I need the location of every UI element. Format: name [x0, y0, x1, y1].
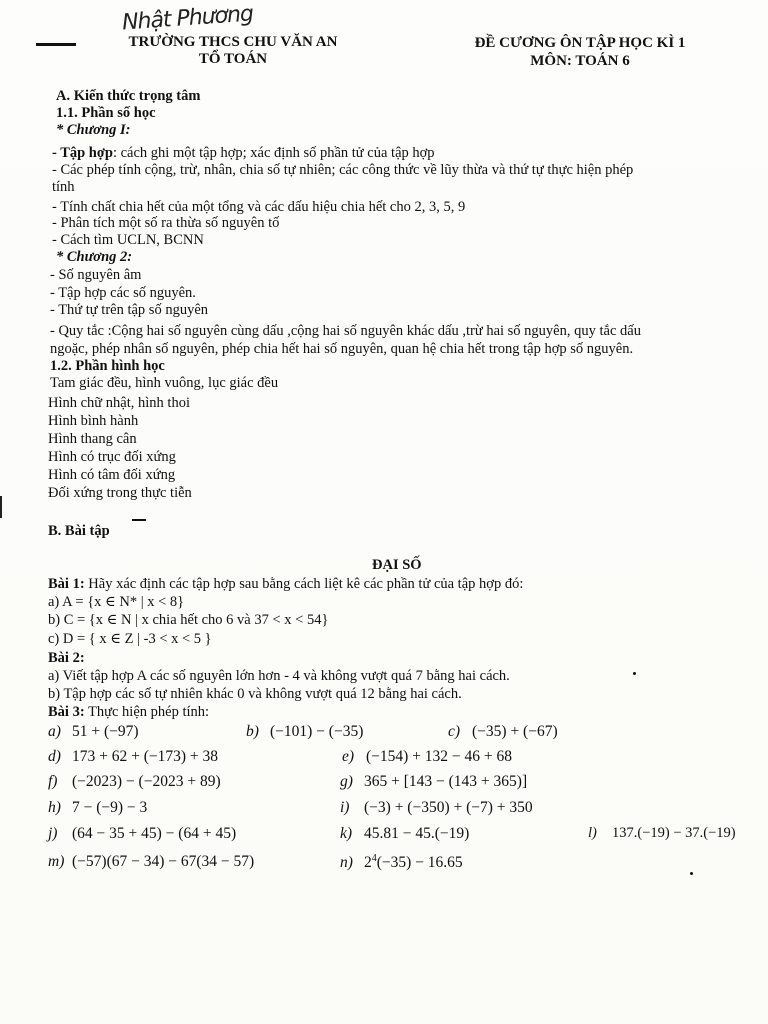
chapter1-item: - Phân tích một số ra thừa số nguyên tố — [52, 215, 280, 231]
geometry-item: Hình có tâm đối xứng — [48, 467, 176, 483]
chapter-1-heading: * Chương I: — [56, 122, 131, 138]
exercise-2-label: Bài 2: — [48, 650, 85, 666]
geometry-item: Hình thang cân — [48, 431, 137, 447]
exercise-1-item: b) C = {x ∈ N | x chia hết cho 6 và 37 < x < 54} — [48, 612, 329, 628]
subsection-geometry: 1.2. Phần hình học — [50, 358, 165, 374]
geometry-item: Hình chữ nhật, hình thoi — [48, 395, 190, 411]
calc-item-l: l) 137.(−19) − 37.(−19) — [588, 825, 736, 841]
chapter2-item: - Số nguyên âm — [50, 267, 142, 283]
calc-item-f: f) (−2023) − (−2023 + 89) — [48, 773, 221, 790]
calc-item-n: n) $2^4(-35) - 16.65$ — [340, 853, 463, 872]
calc-item-g: g) 365 + [143 − (143 + 365)] — [340, 773, 528, 790]
department-name: TỔ TOÁN — [198, 51, 268, 67]
calc-item-i: i) (−3) + (−350) + (−7) + 350 — [340, 799, 533, 816]
calc-item-d: d) 173 + 62 + (−173) + 38 — [48, 748, 219, 765]
geometry-item: Hình có trục đối xứng — [48, 449, 176, 465]
calc-item-e: e) (−154) + 132 − 46 + 68 — [342, 748, 513, 765]
page-edge-mark — [0, 496, 2, 518]
chapter2-item: - Tập hợp các số nguyên. — [50, 285, 196, 301]
subsection-arithmetic: 1.1. Phần số học — [56, 105, 156, 121]
exercise-3-prompt: Bài 3: Thực hiện phép tính: — [48, 704, 210, 720]
handwritten-signature: Nhật Phương — [121, 1, 254, 36]
exercise-1-prompt: Bài 1: Hãy xác định các tập hợp sau bằng cách liệt kê các phần tử của tập hợp đó: — [48, 576, 524, 592]
geometry-item: Đối xứng trong thực tiễn — [48, 485, 192, 501]
document-title: ĐỀ CƯƠNG ÔN TẬP HỌC KÌ 1 — [474, 35, 686, 51]
subject-title: MÔN: TOÁN 6 — [530, 53, 630, 69]
exercise-1-item: c) D = { x ∈ Z | -3 < x < 5 } — [48, 631, 212, 647]
school-name: TRƯỜNG THCS CHU VĂN AN — [128, 34, 338, 50]
calc-item-h: h) 7 − (−9) − 3 — [48, 799, 148, 816]
section-a-heading: A. Kiến thức trọng tâm — [56, 88, 201, 104]
chapter1-item: tính — [52, 179, 75, 195]
chapter1-item: - Các phép tính cộng, trừ, nhân, chia số tự nhiên; các công thức về lũy thừa và thứ tự thực hiện phép — [52, 162, 634, 178]
pen-mark — [132, 519, 146, 521]
algebra-heading: ĐẠI SỐ — [372, 557, 422, 573]
calc-item-a: a) 51 + (−97) — [48, 723, 139, 740]
chapter2-item: - Quy tắc :Cộng hai số nguyên cùng dấu ,cộng hai số nguyên khác dấu ,trừ hai số nguyên, quy tắc dấu — [50, 323, 641, 339]
exercise-1-item: a) A = {x ∈ N* | x < 8} — [48, 594, 185, 610]
calc-item-c: c) (−35) + (−67) — [448, 723, 558, 740]
ink-dot — [633, 672, 636, 675]
chapter1-item: - Tính chất chia hết của một tổng và các dấu hiệu chia hết cho 2, 3, 5, 9 — [52, 199, 466, 215]
exercise-2-item: a) Viết tập hợp A các số nguyên lớn hơn - 4 và không vượt quá 7 bằng hai cách. — [48, 668, 510, 684]
calc-item-j: j) (64 − 35 + 45) − (64 + 45) — [48, 825, 237, 842]
pen-mark — [36, 43, 76, 46]
chapter1-item: - Cách tìm UCLN, BCNN — [52, 232, 204, 248]
calc-item-k: k) 45.81 − 45.(−19) — [340, 825, 470, 842]
calc-item-m: m) (−57)(67 − 34) − 67(34 − 57) — [48, 853, 255, 870]
chapter-2-heading: * Chương 2: — [56, 249, 133, 265]
chapter2-item: - Thứ tự trên tập số nguyên — [50, 302, 209, 318]
chapter1-item: - Tập hợp: cách ghi một tập hợp; xác định số phần tử của tập hợp — [52, 145, 435, 161]
ink-dot — [690, 872, 693, 875]
chapter2-item: ngoặc, phép nhân số nguyên, phép chia hết hai số nguyên, quan hệ chia hết trong tập hợp số nguyên. — [50, 341, 634, 357]
geometry-item: Hình bình hành — [48, 413, 139, 429]
calc-item-b: b) (−101) − (−35) — [246, 723, 364, 740]
section-b-heading: B. Bài tập — [48, 523, 110, 539]
geometry-item: Tam giác đều, hình vuông, lục giác đều — [50, 375, 279, 391]
exercise-2-item: b) Tập hợp các số tự nhiên khác 0 và không vượt quá 12 bằng hai cách. — [48, 686, 462, 702]
